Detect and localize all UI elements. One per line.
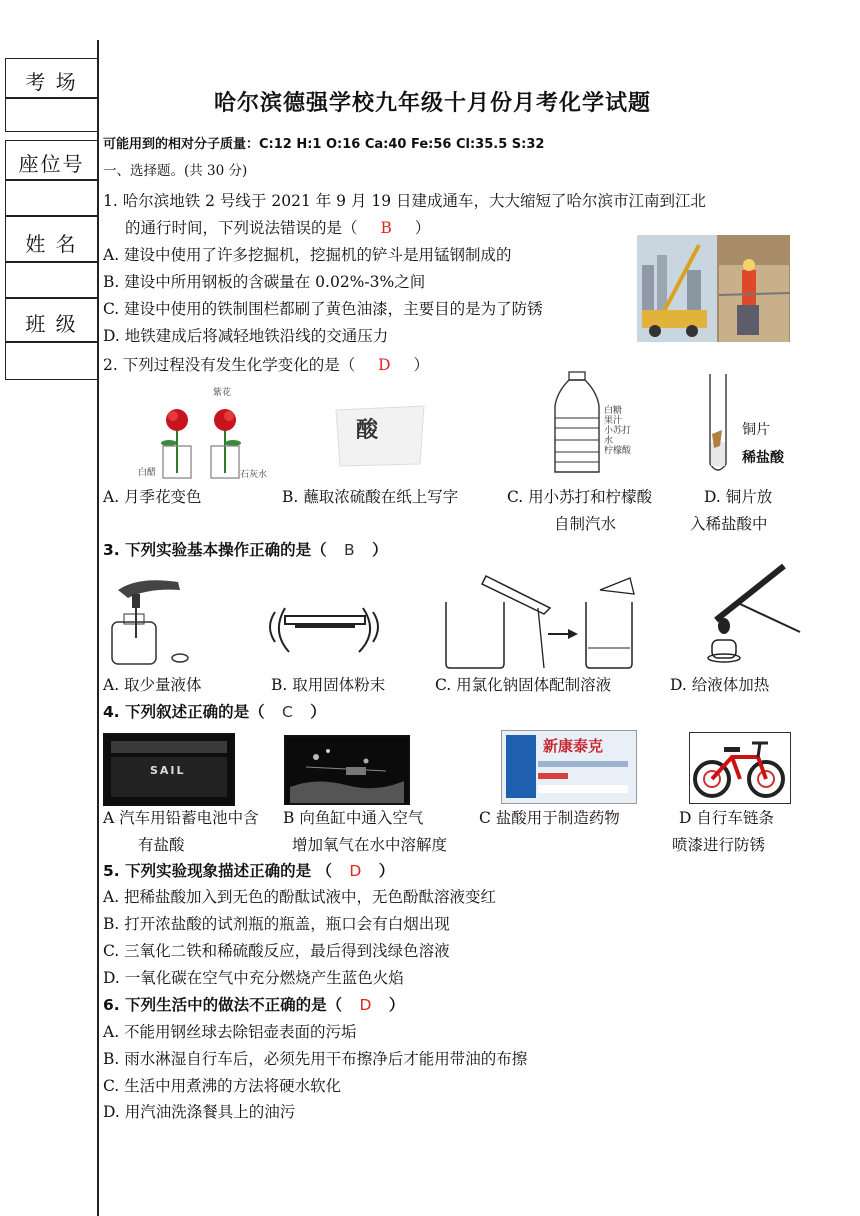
q2-stem: 2. 下列过程没有发生化学变化的是（ D ）	[103, 356, 430, 374]
q4-stem: 4. 下列叙述正确的是（ C ）	[103, 703, 326, 721]
q4-option-d-line1: D 自行车链条	[679, 809, 774, 827]
q6-answer: D	[359, 996, 372, 1014]
limewater-label: 石灰水	[240, 470, 268, 480]
q3-option-b: B. 取用固体粉末	[271, 676, 386, 694]
powder-trough-image	[255, 582, 395, 662]
bicycle-image	[689, 732, 791, 804]
copper-label: 铜片	[742, 422, 770, 438]
q2-option-c-line2: 自制汽水	[554, 515, 617, 533]
q5-option-d: D. 一氧化碳在空气中充分燃烧产生蓝色火焰	[103, 969, 404, 987]
q2-option-d-line1: D. 铜片放	[704, 488, 773, 506]
name-field[interactable]	[5, 262, 98, 298]
class-field[interactable]	[5, 342, 98, 380]
section-heading: 一、选择题。(共 30 分)	[103, 163, 248, 179]
q4-option-c: C 盐酸用于制造药物	[479, 809, 620, 827]
q5-option-b: B. 打开浓盐酸的试剂瓶的瓶盖，瓶口会有白烟出现	[103, 915, 450, 933]
class-label: 班 级	[25, 312, 78, 336]
q3-option-d: D. 给液体加热	[670, 676, 770, 694]
subway-construction-photo	[637, 235, 790, 342]
q1-option-b: B. 建设中所用钢板的含碳量在 0.02%-3%之间	[103, 273, 426, 291]
q2-option-d-line2: 入稀盐酸中	[690, 515, 768, 533]
q1-answer: B	[380, 219, 392, 237]
dropper-image	[108, 570, 198, 670]
q4-option-b-line1: B 向鱼缸中通入空气	[283, 809, 424, 827]
paper-char: 酸	[356, 418, 379, 443]
q4-option-b-line2: 增加氧气在水中溶解度	[292, 836, 448, 854]
q4-answer: C	[281, 703, 293, 721]
atomic-masses: 可能用到的相对分子质量：C:12 H:1 O:16 Ca:40 Fe:56 Cl:35.5 S:32	[103, 137, 545, 152]
aquarium-image	[284, 735, 410, 805]
q2-answer: D	[378, 356, 391, 374]
q1-option-d: D. 地铁建成后将减轻地铁沿线的交通压力	[103, 327, 389, 345]
soda-bottle-image	[549, 370, 609, 476]
flower-label: 紫花	[213, 388, 232, 398]
q2-option-c-line1: C. 用小苏打和柠檬酸	[507, 488, 653, 506]
q6-stem: 6. 下列生活中的做法不正确的是（ D ）	[103, 996, 405, 1014]
q2-option-a: A. 月季花变色	[103, 488, 202, 506]
q6-option-d: D. 用汽油洗涤餐具上的油污	[103, 1103, 296, 1121]
q4-option-a-line1: A 汽车用铅蓄电池中含	[103, 809, 259, 827]
q5-option-a: A. 把稀盐酸加入到无色的酚酞试液中，无色酚酞溶液变红	[103, 888, 497, 906]
q1-option-c: C. 建设中使用的铁制围栏都刷了黄色油漆，主要目的是为了防锈	[103, 300, 543, 318]
bottle-label-list: 白糖 果汁 小苏打 水 柠檬酸	[604, 406, 632, 456]
q6-option-c: C. 生活中用煮沸的方法将硬水软化	[103, 1077, 342, 1095]
heating-liquid-image	[700, 560, 810, 665]
exam-title: 哈尔滨德强学校九年级十月份月考化学试题	[214, 91, 652, 116]
q2-option-b: B. 蘸取浓硫酸在纸上写字	[282, 488, 459, 506]
test-tube-copper-image	[700, 372, 740, 478]
q3-option-a: A. 取少量液体	[103, 676, 202, 694]
q6-option-a: A. 不能用钢丝球去除铝壶表面的污垢	[103, 1023, 357, 1041]
q3-option-c: C. 用氯化钠固体配制溶液	[435, 676, 612, 694]
q1-stem-line2: 的通行时间，下列说法错误的是（ B ）	[125, 219, 431, 237]
q5-stem: 5. 下列实验现象描述正确的是 （ D ）	[103, 862, 395, 880]
paper-writing-image	[330, 402, 430, 470]
flower-experiment-image	[137, 388, 267, 480]
medicine-brand: 新康泰克	[543, 737, 604, 755]
q5-option-c: C. 三氧化二铁和稀硫酸反应，最后得到浅绿色溶液	[103, 942, 450, 960]
q5-answer: D	[349, 862, 362, 880]
battery-brand: SAIL	[150, 764, 186, 777]
vinegar-label: 白醋	[138, 468, 157, 478]
exam-room-label: 考 场	[25, 70, 78, 94]
acid-label: 稀盐酸	[742, 450, 784, 466]
q3-stem: 3. 下列实验基本操作正确的是（ B ）	[103, 541, 388, 559]
seat-label: 座位号	[18, 152, 85, 176]
q6-option-b: B. 雨水淋湿自行车后，必须先用干布擦净后才能用带油的布擦	[103, 1050, 528, 1068]
q4-option-d-line2: 喷漆进行防锈	[672, 836, 766, 854]
q3-answer: B	[343, 541, 355, 559]
q1-stem-line1: 1. 哈尔滨地铁 2 号线于 2021 年 9 月 19 日建成通车，大大缩短了哈尔滨市江南到江北	[103, 192, 707, 210]
q4-option-a-line2: 有盐酸	[138, 836, 185, 854]
seat-field[interactable]	[5, 180, 98, 216]
name-label: 姓 名	[25, 232, 78, 256]
exam-room-field[interactable]	[5, 98, 98, 132]
q1-option-a: A. 建设中使用了许多挖掘机，挖掘机的铲斗是用锰钢制成的	[103, 246, 512, 264]
solution-prep-image	[440, 572, 640, 670]
